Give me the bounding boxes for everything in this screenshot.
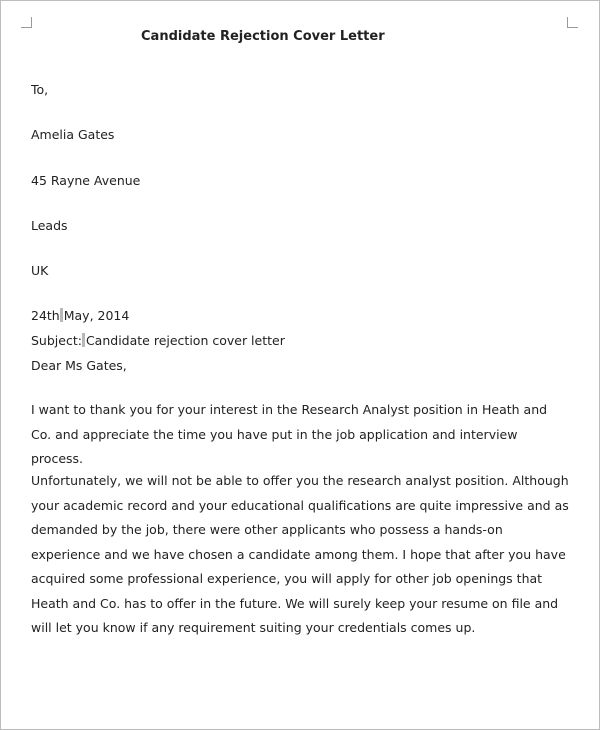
subject-text: Candidate rejection cover letter <box>85 333 285 348</box>
margin-corner-top-right <box>567 17 578 28</box>
to-label: To, <box>31 82 49 97</box>
recipient-name: Amelia Gates <box>31 127 115 142</box>
body-paragraph-1: I want to thank you for your interest in the Research Analyst position in Heath and Co. and appreciate the time you have put in the job application and interview process. <box>31 402 548 466</box>
date-day: 24th <box>31 308 60 323</box>
subject-line <box>31 333 285 348</box>
margin-corner-top-left <box>21 17 32 28</box>
address-country: UK <box>31 263 49 278</box>
subject-label: Subject: <box>31 333 82 348</box>
salutation: Dear Ms Gates, <box>31 358 127 373</box>
date-month-year: May, 2014 <box>63 308 130 323</box>
address-city: Leads <box>31 218 68 233</box>
letter-title: Candidate Rejection Cover Letter <box>141 29 385 44</box>
body-paragraph-2: Unfortunately, we will not be able to offer you the research analyst position. Although your academic record and your educational qualifications are quite impressive and as demanded by the job, there were other applicants who possess a hands-on experience and we have chosen a candidate among them. I hope that after you have acquired some professional experience, you will apply for other job openings that Heath and Co. has to offer in the future. We will surely keep your resume on file and will let you know if any requirement suiting your credentials comes up. <box>31 473 569 635</box>
address-street: 45 Rayne Avenue <box>31 173 141 188</box>
letter-date <box>31 308 129 323</box>
